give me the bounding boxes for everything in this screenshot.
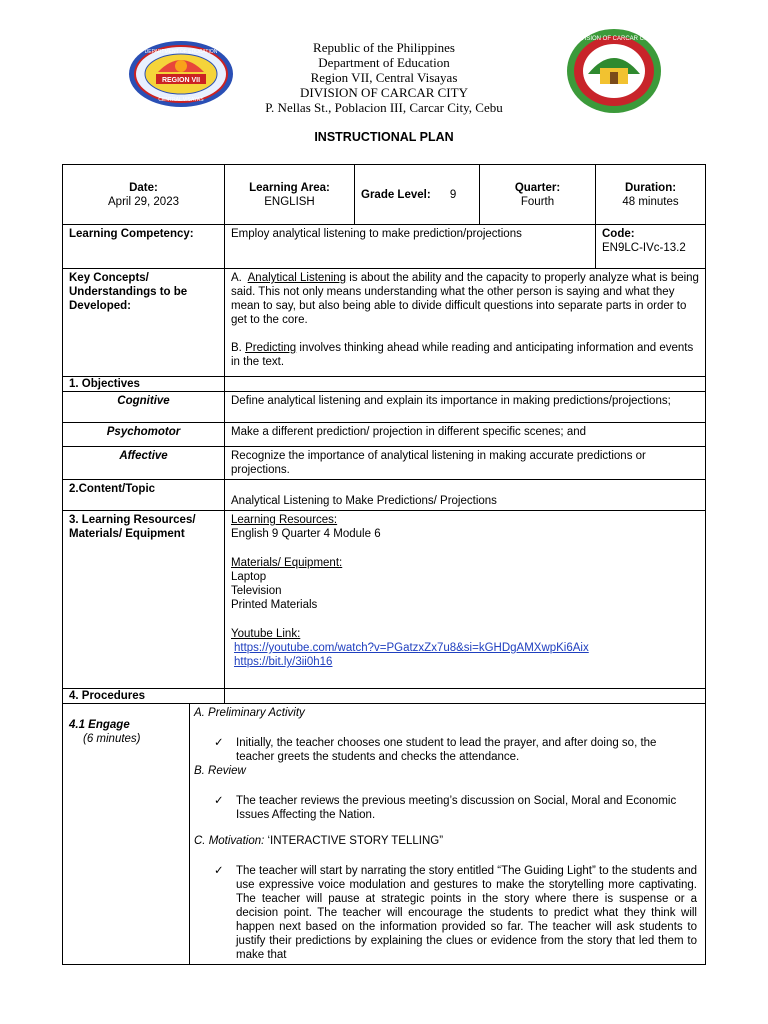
motivation-heading [194, 834, 697, 848]
objectives-label: 1. Objectives [63, 377, 225, 392]
psychomotor-label: Psychomotor [63, 423, 225, 447]
instructional-plan-table [62, 164, 706, 965]
letterhead-text [200, 40, 568, 115]
duration-cell [596, 165, 706, 225]
svg-text:CENTRAL VISAYAS: CENTRAL VISAYAS [158, 97, 204, 103]
svg-text:DEPARTMENT OF EDUCATION: DEPARTMENT OF EDUCATION [144, 49, 218, 55]
cognitive-row [63, 392, 706, 423]
learning-resources-heading: Learning Resources: [231, 514, 338, 526]
date-cell [63, 165, 225, 225]
concept-a-term: Analytical Listening [247, 272, 347, 284]
motivation-title: ‘INTERACTIVE STORY TELLING” [267, 835, 444, 847]
affective-text: Recognize the importance of analytical listening in making accurate predictions or projections. [225, 447, 706, 480]
review-heading: B. Review [194, 765, 246, 777]
svg-text:DIVISION OF CARCAR CITY: DIVISION OF CARCAR CITY [574, 36, 654, 42]
short-link[interactable]: https://bit.ly/3ii0h16 [234, 656, 333, 668]
check-mark-icon: ✓ [214, 795, 224, 807]
learning-resource-item: English 9 Quarter 4 Module 6 [231, 528, 381, 540]
learning-area-value: ENGLISH [264, 195, 315, 208]
header-line: DIVISION OF CARCAR CITY [300, 85, 468, 100]
engage-row [63, 704, 706, 965]
division-seal-logo [566, 28, 662, 114]
code-value: EN9LC-IVc-13.2 [602, 242, 686, 254]
motivation-label: C. Motivation: [194, 835, 268, 847]
code-cell [596, 225, 706, 269]
content-label: 2.Content/Topic [63, 480, 225, 511]
grade-level-cell [355, 165, 480, 225]
objectives-empty-cell [225, 377, 706, 392]
material-item: Television [231, 585, 282, 597]
quarter-label: Quarter: [514, 181, 561, 194]
resources-row [63, 511, 706, 689]
check-mark-icon: ✓ [214, 737, 224, 749]
duration-label: Duration: [624, 181, 677, 194]
grade-level-value: 9 [449, 188, 457, 201]
competency-label: Learning Competency: [63, 225, 225, 269]
learning-area-label: Learning Area: [249, 181, 330, 194]
grade-level-label: Grade Level: [361, 188, 431, 201]
procedures-row [63, 689, 706, 704]
learning-area-cell [225, 165, 355, 225]
concept-a-prefix: A. [231, 272, 248, 284]
cognitive-label: Cognitive [63, 392, 225, 423]
competency-text: Employ analytical listening to make prediction/projections [225, 225, 596, 269]
material-item: Laptop [231, 571, 267, 583]
psychomotor-row [63, 423, 706, 447]
motivation-text: The teacher will start by narrating the story entitled “The Guiding Light” to the students and use expressive voice modulation and gestures to make the storytelling more captivating. The teacher will pause at strategic points in the story where there is suspense or a decision point. The teacher will encourage the students to predict what they think will happen next based on the information provided so far. The teacher will ask students to justify their predictions by explaining the clues or evidence from the story that led them to make that [236, 865, 697, 961]
preliminary-item [214, 736, 697, 764]
concept-b-text: involves thinking ahead while reading and anticipating information and events in the text. [231, 342, 694, 368]
quarter-value: Fourth [520, 195, 555, 208]
letterhead [0, 0, 768, 120]
preliminary-text: Initially, the teacher chooses one student to lead the prayer, and after doing so, the teacher greets the students and checks the attendance. [236, 737, 657, 763]
duration-value: 48 minutes [622, 195, 679, 208]
competency-row [63, 225, 706, 269]
engage-time: (6 minutes) [83, 733, 141, 745]
materials-heading: Materials/ Equipment: [231, 557, 343, 569]
header-line: P. Nellas St., Poblacion III, Carcar City, Cebu [265, 100, 503, 115]
objectives-row [63, 377, 706, 392]
engage-content [190, 704, 706, 965]
psychomotor-text: Make a different prediction/ projection in different specific scenes; and [225, 423, 706, 447]
resources-label: 3. Learning Resources/ Materials/ Equipment [63, 511, 225, 689]
date-value: April 29, 2023 [108, 195, 179, 208]
concept-b-term: Predicting [245, 342, 297, 354]
youtube-heading: Youtube Link: [231, 628, 301, 640]
svg-text:REGION VII: REGION VII [161, 77, 201, 84]
date-label: Date: [129, 181, 158, 194]
resources-cell [225, 511, 706, 689]
motivation-item [214, 864, 697, 962]
review-item [214, 794, 697, 822]
affective-label: Affective [63, 447, 225, 480]
concept-a-text: is about the ability and the capacity to properly analyze what is being said. This not only means understanding what the other person is saying and what they mean to say, but also being able to divide difficult questions into separate parts in order to get to the core. [231, 272, 699, 326]
content-row [63, 480, 706, 511]
material-item: Printed Materials [231, 599, 318, 611]
key-concepts-label: Key Concepts/ Understandings to be Developed: [63, 269, 225, 377]
key-concepts-text [225, 269, 706, 377]
youtube-link[interactable]: https://youtube.com/watch?v=PGatzxZx7u8&si=kGHDgAMXwpKi6Aix [234, 642, 589, 654]
cognitive-text: Define analytical listening and explain its importance in making predictions/projections; [225, 392, 706, 423]
header-line: Department of Education [318, 55, 450, 70]
content-text: Analytical Listening to Make Predictions/ Projections [225, 480, 706, 511]
procedures-label: 4. Procedures [63, 689, 225, 704]
preliminary-heading: A. Preliminary Activity [194, 707, 305, 719]
document-title: INSTRUCTIONAL PLAN [314, 130, 454, 144]
check-mark-icon: ✓ [214, 865, 224, 877]
affective-row [63, 447, 706, 480]
code-label: Code: [602, 228, 635, 240]
review-text: The teacher reviews the previous meeting’s discussion on Social, Moral and Economic Issues Affecting the Nation. [236, 795, 677, 821]
info-row [63, 165, 706, 225]
engage-cell [63, 704, 190, 965]
procedures-empty-cell [225, 689, 706, 704]
concept-b-prefix: B. [231, 342, 246, 354]
quarter-cell [480, 165, 596, 225]
key-concepts-row [63, 269, 706, 377]
engage-label: 4.1 Engage [69, 719, 130, 731]
header-line: Region VII, Central Visayas [310, 70, 458, 85]
header-line: Republic of the Philippines [313, 40, 455, 55]
